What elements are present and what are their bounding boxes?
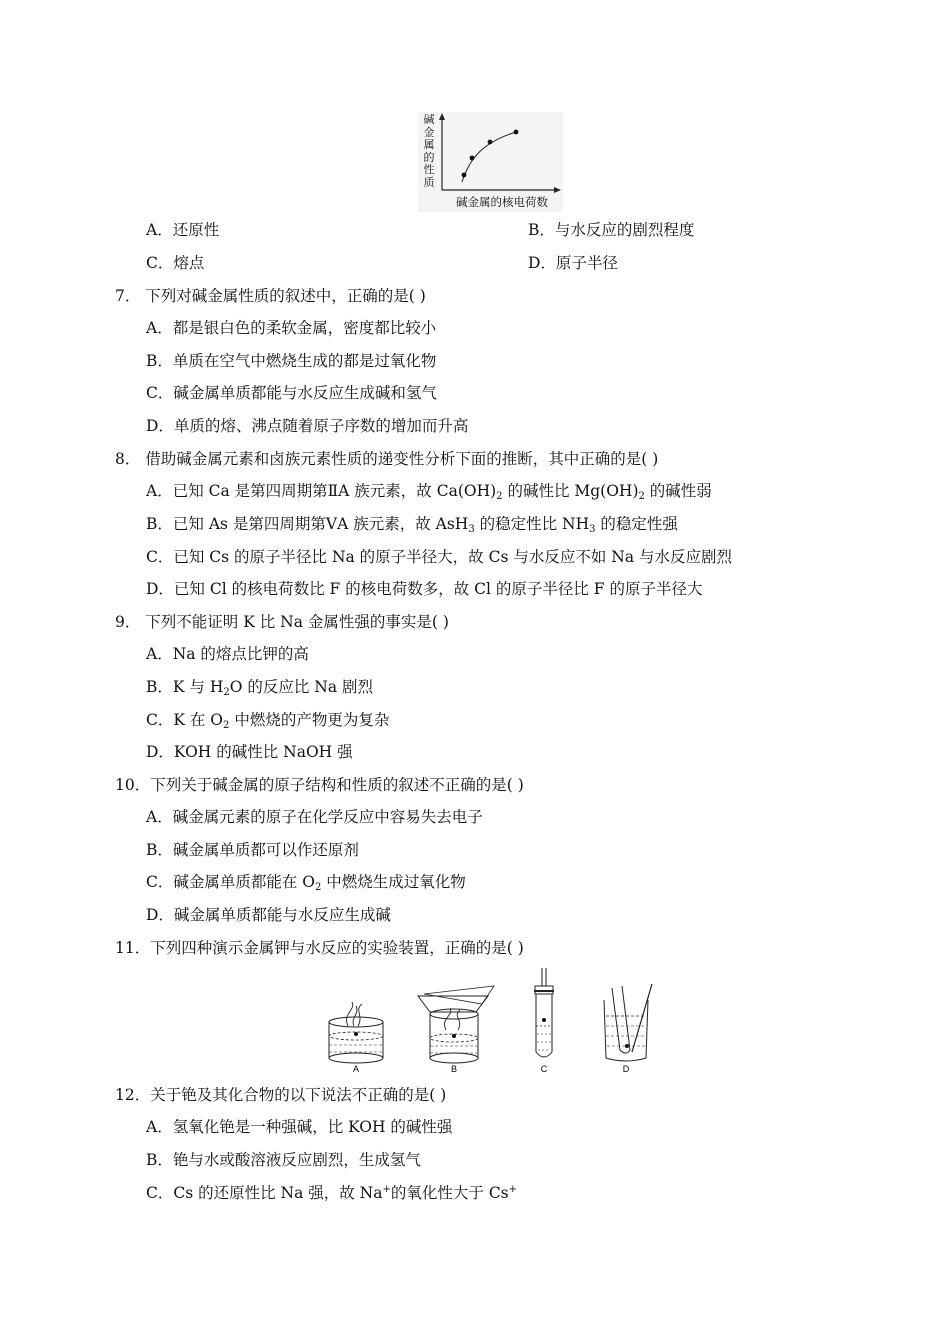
alkali-property-graph — [418, 112, 563, 212]
graph-xlabel: 碱金属的核电荷数 — [456, 195, 548, 209]
q9-c-text-2: 中燃烧的产物更为复杂 — [229, 711, 390, 729]
apparatus-d — [604, 984, 652, 1061]
ylabel-char: 金 — [423, 125, 435, 139]
q12-c-text-2: 的氧化性大于 Cs — [390, 1184, 509, 1202]
q8-b-sub-2: 3 — [589, 524, 596, 535]
apparatus-label-c: C — [540, 1064, 548, 1074]
q8-a-sub-2: 2 — [638, 491, 645, 502]
q9-b-sub: 2 — [223, 687, 230, 698]
q11-stem: 11．下列四种演示金属钾与水反应的实验装置，正确的是( ) — [115, 939, 524, 957]
q8-b-text-1: B．已知 As 是第四周期第ⅤA 族元素，故 AsH — [146, 515, 469, 533]
q8-option-d[interactable]: D．已知 Cl 的核电荷数比 F 的核电荷数多，故 Cl 的原子半径比 F 的原子半径大 — [146, 580, 703, 598]
q7-option-b[interactable]: B．单质在空气中燃烧生成的都是过氧化物 — [146, 352, 437, 370]
q8-option-b[interactable] — [146, 514, 678, 534]
apparatus-label-b: B — [450, 1064, 458, 1074]
q6-option-b[interactable]: B．与水反应的剧烈程度 — [528, 221, 695, 239]
data-point — [514, 130, 519, 135]
q9-option-b[interactable] — [146, 677, 373, 697]
q8-stem: 8． 借助碱金属元素和卤族元素性质的递变性分析下面的推断，其中正确的是( ) — [115, 450, 659, 468]
q9-option-d[interactable]: D．KOH 的碱性比 NaOH 强 — [146, 743, 353, 761]
data-point — [462, 173, 467, 178]
q10-option-b[interactable]: B．碱金属单质都可以作还原剂 — [146, 841, 359, 859]
q9-b-text-2: O 的反应比 Na 剧烈 — [229, 678, 374, 696]
apparatus-svg — [326, 966, 656, 1078]
q8-b-sub-1: 3 — [468, 524, 475, 535]
graph-ylabel — [422, 114, 436, 189]
q6-option-c[interactable]: C．熔点 — [146, 254, 205, 272]
q7-option-c[interactable]: C．碱金属单质都能与水反应生成碱和氢气 — [146, 384, 437, 402]
q9-option-c[interactable] — [146, 710, 389, 730]
q7-option-a[interactable]: A．都是银白色的柔软金属，密度都比较小 — [146, 319, 437, 337]
q7-option-d[interactable]: D．单质的熔、沸点随着原子序数的增加而升高 — [146, 417, 469, 435]
ylabel-char: 碱 — [423, 113, 435, 126]
q10-c-text-2: 中燃烧生成过氧化物 — [321, 873, 466, 891]
q8-a-sub-1: 2 — [496, 491, 503, 502]
apparatus-label-d: D — [622, 1064, 630, 1074]
q9-b-text-1: B．K 与 H — [146, 678, 224, 696]
q12-stem: 12．关于铯及其化合物的以下说法不正确的是( ) — [115, 1086, 447, 1104]
ylabel-char: 性 — [423, 163, 435, 176]
q8-a-text-1: A．已知 Ca 是第四周期第ⅡA 族元素，故 Ca(OH) — [146, 482, 497, 500]
q7-stem: 7． 下列对碱金属性质的叙述中，正确的是( ) — [115, 287, 426, 305]
ylabel-char: 的 — [423, 150, 435, 164]
q9-stem: 9． 下列不能证明 K 比 Na 金属性强的事实是( ) — [115, 613, 449, 631]
apparatus-figure — [326, 966, 656, 1078]
q8-option-a[interactable] — [146, 481, 712, 501]
q12-c-sup-2: + — [508, 1184, 518, 1195]
data-point — [470, 156, 475, 161]
ylabel-char: 质 — [423, 175, 435, 189]
q8-b-text-2: 的稳定性比 NH — [474, 515, 590, 533]
q9-c-sub: 2 — [223, 720, 230, 731]
q10-c-sub: 2 — [315, 882, 322, 893]
q12-c-text-1: C．Cs 的还原性比 Na 强，故 Na — [146, 1184, 383, 1202]
q9-c-text-1: C．K 在 O — [146, 711, 224, 729]
q8-b-text-3: 的稳定性强 — [595, 515, 678, 533]
q8-a-text-3: 的碱性弱 — [644, 482, 712, 500]
q10-c-text-1: C．碱金属单质都能在 O — [146, 873, 315, 891]
q12-option-b[interactable]: B．铯与水或酸溶液反应剧烈，生成氢气 — [146, 1151, 421, 1169]
apparatus-label-a: A — [352, 1064, 360, 1074]
q8-option-c[interactable]: C．已知 Cs 的原子半径比 Na 的原子半径大，故 Cs 与水反应不如 Na 与水反应剧烈 — [146, 548, 733, 566]
q9-option-a[interactable]: A．Na 的熔点比钾的高 — [146, 645, 309, 663]
q12-option-a[interactable]: A．氢氧化铯是一种强碱，比 KOH 的碱性强 — [146, 1118, 453, 1136]
q10-stem: 10．下列关于碱金属的原子结构和性质的叙述不正确的是( ) — [115, 776, 524, 794]
apparatus-a — [329, 1002, 383, 1063]
q10-option-c[interactable] — [146, 872, 466, 892]
q10-option-a[interactable]: A．碱金属元素的原子在化学反应中容易失去电子 — [146, 808, 483, 826]
q12-c-sup-1: + — [382, 1184, 391, 1195]
ylabel-char: 属 — [423, 138, 435, 151]
q10-option-d[interactable]: D．碱金属单质都能与水反应生成碱 — [146, 906, 391, 924]
apparatus-c — [534, 968, 554, 1057]
q8-a-text-2: 的碱性比 Mg(OH) — [502, 482, 639, 500]
q6-option-a[interactable]: A．还原性 — [146, 221, 220, 239]
q12-option-c[interactable] — [146, 1183, 517, 1203]
q6-option-d[interactable]: D．原子半径 — [528, 254, 618, 272]
apparatus-b — [418, 986, 494, 1063]
data-point — [488, 140, 493, 145]
